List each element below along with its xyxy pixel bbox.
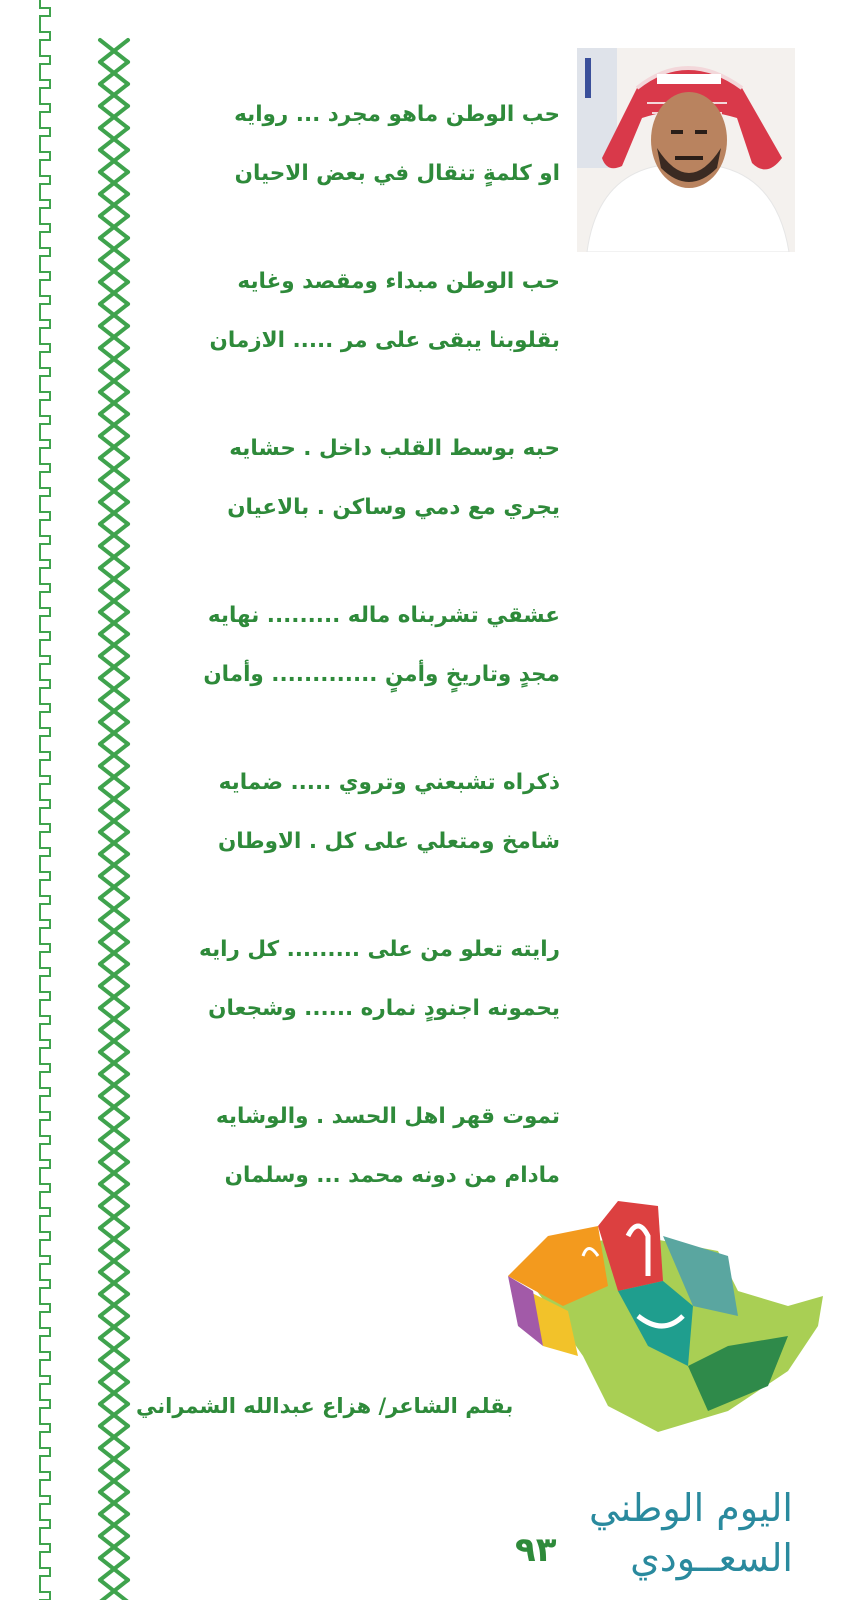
poem-line: تموت قهر اهل الحسد . والوشايه [215, 1104, 560, 1129]
poem-stanza [140, 770, 560, 855]
decorative-zigzag-border [0, 0, 150, 1600]
poem-line: رايته تعلو من على ......... كل رايه [199, 937, 560, 962]
poem-line: حب الوطن مبداء ومقصد وغايه [237, 269, 560, 294]
poem-line: او كلمةٍ تنقال في بعض الاحيان [234, 161, 560, 186]
poem-stanza [140, 436, 560, 521]
poem-stanza [140, 269, 560, 354]
poem-stanza [140, 603, 560, 688]
national-day-subtitle: السعــودي [630, 1536, 793, 1580]
author-photo [577, 48, 795, 252]
national-day-number: ٩٣ [515, 1530, 557, 1570]
national-day-title: اليوم الوطني [589, 1486, 793, 1530]
poem-line: يجري مع دمي وساكن . بالاعيان [227, 495, 560, 520]
poem-line: حبه بوسط القلب داخل . حشايه [229, 436, 560, 461]
poem-stanza [140, 1104, 560, 1189]
stepped-border-line [40, 0, 50, 1600]
poem-line: بقلوبنا يبقى على مر ..... الازمان [209, 328, 560, 353]
poem [140, 102, 560, 1271]
poem-line: مجدٍ وتاريخٍ وأمنٍ ............. وأمان [203, 662, 560, 687]
author-credit: بقلم الشاعر/ هزاع عبدالله الشمراني [136, 1394, 514, 1418]
poem-line: شامخ ومتعلي على كل . الاوطان [217, 829, 560, 854]
poem-line: يحمونه اجنودٍ نماره ...... وشجعان [208, 996, 560, 1021]
poem-line: حب الوطن ماهو مجرد ... روايه [234, 102, 560, 127]
chevron-border-line [100, 40, 128, 1600]
poem-line: عشقي تشربناه ماله ......... نهايه [207, 603, 560, 628]
poem-line: مادام من دونه محمد ... وسلمان [224, 1163, 560, 1188]
poem-stanza [140, 937, 560, 1022]
poem-line: ذكراه تشبعني وتروي ..... ضمايه [218, 770, 560, 795]
saudi-national-day-logo [488, 1196, 838, 1432]
poem-stanza [140, 102, 560, 187]
